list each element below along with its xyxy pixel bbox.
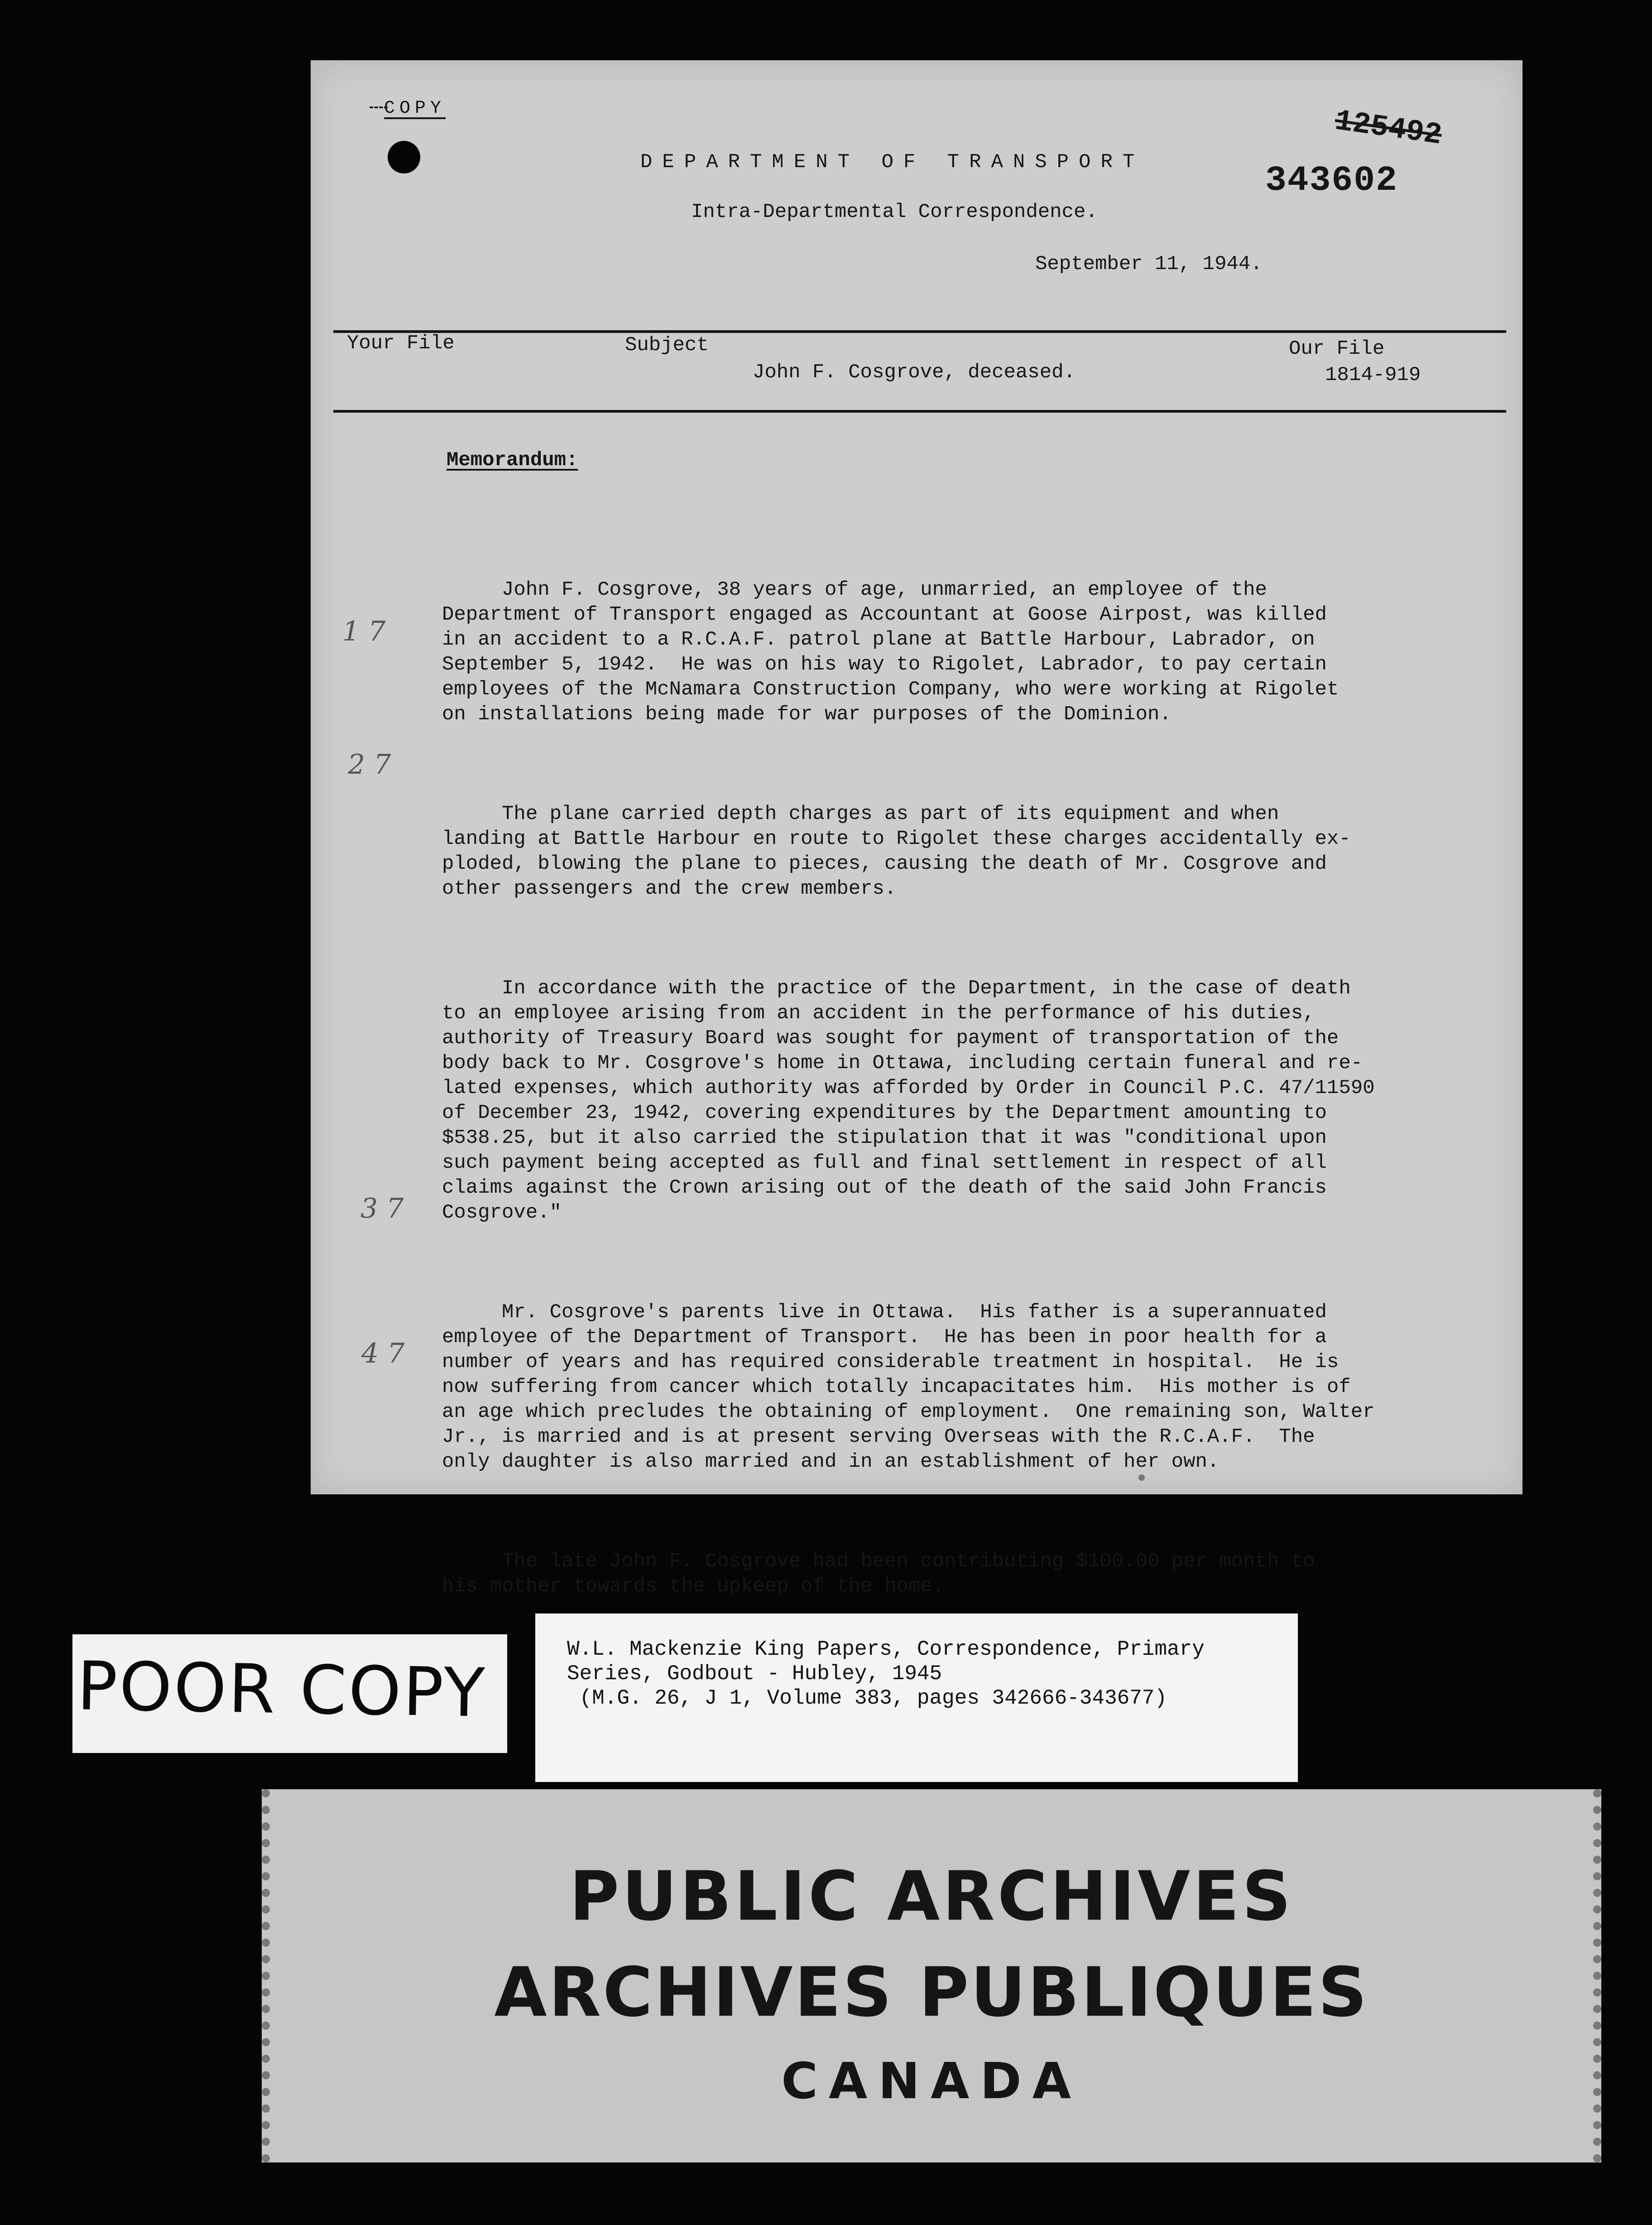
subject-text: John F. Cosgrove, deceased. [753, 361, 1076, 384]
archives-line-french: ARCHIVES PUBLIQUES [494, 1953, 1369, 2032]
poor-copy-label [72, 1634, 507, 1753]
memo-paragraph: Mr. Cosgrove's parents live in Ottawa. His father is a superannuated employee of the Department of Transport. He has been in poor health for a number of years and has required considerable treatment in hospital. He is now suffering from cancer which totally incapacitates him. His mother is of an age which precludes the obtaining of employment. One remaining son, Walter Jr., is married and is at present serving Overseas with the R.C.A.F. The only daughter is also married and in an establishment of her own. [442, 1301, 1375, 1473]
memorandum-heading: Memorandum: [447, 449, 578, 472]
poor-copy-text: POOR COPY [76, 1647, 487, 1732]
margin-mark: 2 7 [348, 749, 391, 780]
margin-mark: 1 7 [342, 616, 386, 647]
correspondence-type: Intra-Departmental Correspondence. [691, 201, 1098, 223]
memo-paragraph: The plane carried depth charges as part of its equipment and when landing at Battle Harbour en route to Rigolet these charges accidentally ex- ploded, blowing the plane to pieces, causing the death of Mr. Cosgrove and other passengers and the crew members. [442, 803, 1351, 900]
header-rule-top [333, 330, 1506, 333]
citation-card [535, 1613, 1298, 1782]
department-heading: DEPARTMENT OF TRANSPORT [640, 151, 1145, 173]
citation-text: W.L. Mackenzie King Papers, Correspondence, Primary Series, Godbout - Hubley, 1945 (M.G. 26, J 1, Volume 383, pages 342666-343677) [567, 1637, 1205, 1710]
memo-document [311, 60, 1522, 1598]
our-file-label: Our File [1289, 337, 1385, 360]
header-rule-bottom [333, 410, 1506, 413]
punch-hole [388, 141, 420, 173]
memo-paragraph: The late John F. Cosgrove had been contributing $100.00 per month to his mother towards the upkeep of the home. [442, 1550, 1315, 1598]
memo-paragraph: In accordance with the practice of the Department, in the case of death to an employee arising from an accident in the performance of his duties, authority of Treasury Board was sought for payment of transportation of the body back to Mr. Cosgrove's home in Ottawa, including certain funeral and re- lated expenses, which authority was afforded by Order in Council P.C. 47/11590 of December 23, 1942, covering expenditures by the Department amounting to $538.25, but it also carried the stipulation that it was "conditional upon such payment being accepted as full and final settlement in respect of all claims against the Crown arising out of the death of the said John Francis Cosgrove." [442, 977, 1375, 1224]
paper-speck [1138, 1474, 1145, 1481]
memo-date: September 11, 1944. [1035, 253, 1263, 275]
memo-body [442, 528, 1511, 1674]
margin-mark: 4 7 [361, 1338, 405, 1369]
archives-line-country: CANADA [781, 2052, 1082, 2110]
archives-line-english: PUBLIC ARCHIVES [569, 1857, 1294, 1936]
archives-banner [262, 1789, 1601, 2162]
old-file-number: 125492 [1332, 104, 1444, 153]
copy-stamp: COPY [384, 98, 446, 119]
subject-label: Subject [625, 334, 709, 356]
file-number: 343602 [1265, 161, 1398, 201]
our-file-number: 1814-919 [1325, 364, 1421, 386]
your-file-label: Your File [347, 332, 455, 355]
margin-mark: 3 7 [360, 1193, 404, 1224]
memo-paragraph: John F. Cosgrove, 38 years of age, unmarried, an employee of the Department of Transport engaged as Accountant at Goose Airpost, was killed in an accident to a R.C.A.F. patrol plane at Battle Harbour, Labrador, on September 5, 1942. He was on his way to Rigolet, Labrador, to pay certain employees of the McNamara Construction Company, who were working at Rigolet on installations being made for war purposes of the Dominion. [442, 578, 1339, 726]
